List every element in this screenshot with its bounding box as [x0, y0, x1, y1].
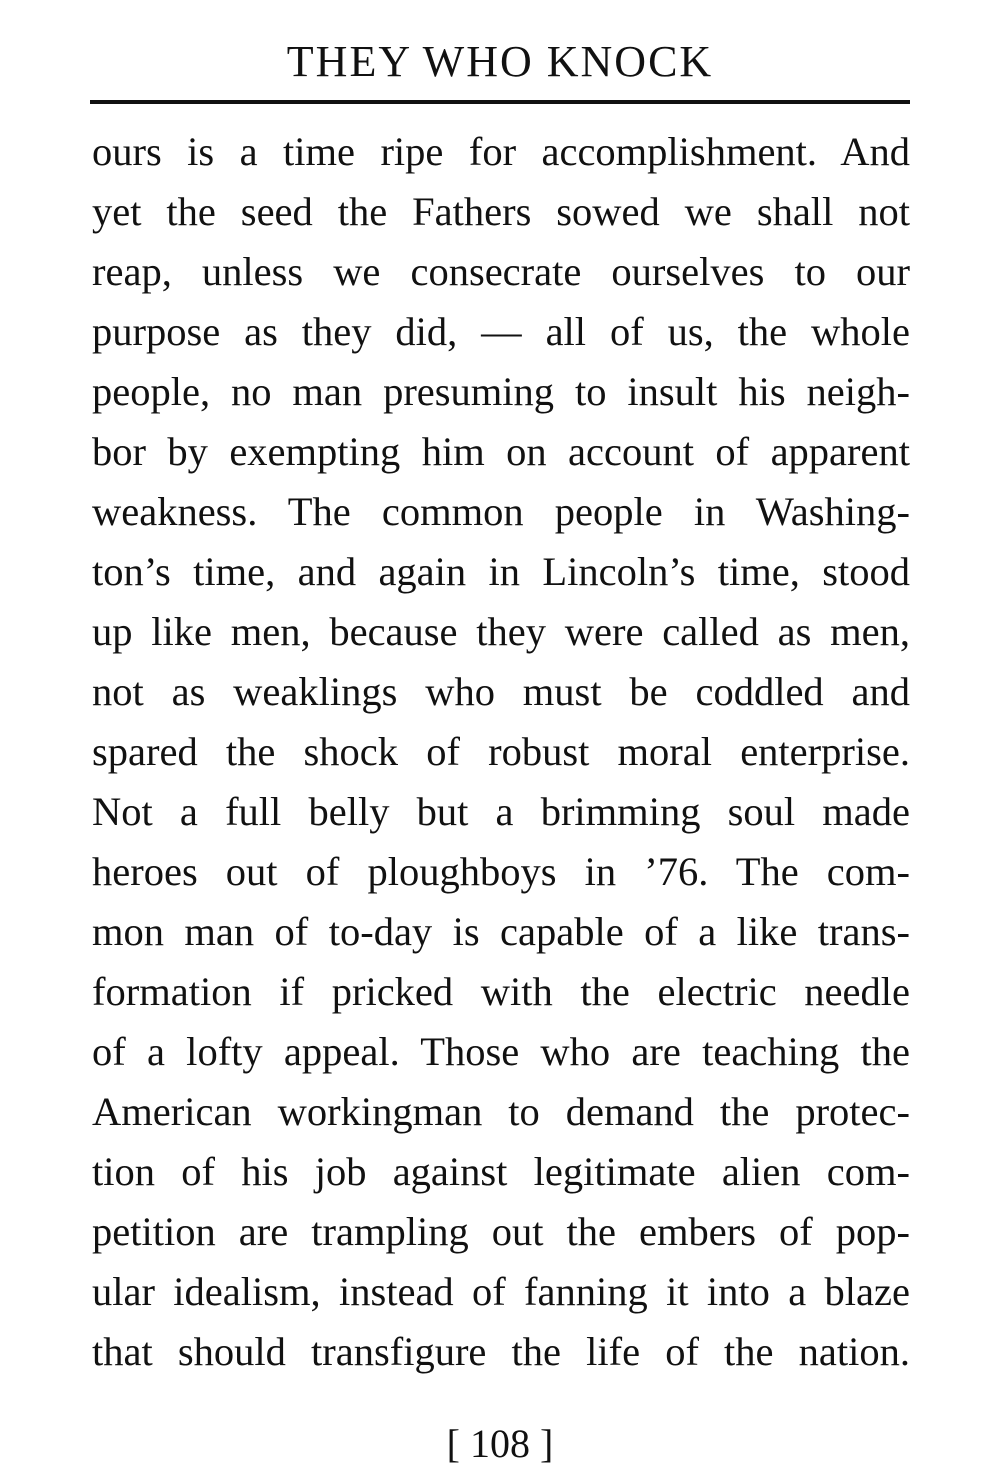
- header-rule: [90, 100, 910, 104]
- text-line: not as weaklings who must be coddled and: [92, 669, 910, 714]
- text-line: mon man of to-day is capable of a like trans-: [92, 909, 910, 954]
- text-line: that should transfigure the life of the nation.: [92, 1329, 910, 1374]
- running-title: THEY WHO KNOCK: [286, 37, 714, 86]
- text-line: formation if pricked with the electric needle: [92, 969, 910, 1014]
- text-line: ular idealism, instead of fanning it into a blaze: [92, 1269, 910, 1314]
- text-line: weakness. The common people in Washing-: [92, 489, 910, 534]
- text-line: people, no man presuming to insult his neigh-: [92, 369, 910, 414]
- text-line: reap, unless we consecrate ourselves to our: [92, 249, 910, 294]
- text-line: purpose as they did, — all of us, the whole: [92, 309, 910, 354]
- text-line: heroes out of ploughboys in ’76. The com-: [92, 849, 910, 894]
- text-line: spared the shock of robust moral enterprise.: [92, 729, 910, 774]
- text-line: petition are trampling out the embers of pop-: [92, 1209, 910, 1254]
- text-line: up like men, because they were called as men,: [92, 609, 910, 654]
- text-line: Not a full belly but a brimming soul made: [92, 789, 910, 834]
- text-line: ours is a time ripe for accomplishment. And: [92, 129, 910, 174]
- body-paragraph: [92, 122, 910, 1382]
- text-line: tion of his job against legitimate alien com-: [92, 1149, 910, 1194]
- text-line: yet the seed the Fathers sowed we shall not: [92, 189, 910, 234]
- text-line: American workingman to demand the protec-: [92, 1089, 910, 1134]
- page-number: [ 108 ]: [446, 1421, 554, 1466]
- text-line: ton’s time, and again in Lincoln’s time, stood: [92, 549, 910, 594]
- text-line: bor by exempting him on account of apparent: [92, 429, 910, 474]
- text-line: of a lofty appeal. Those who are teaching the: [92, 1029, 910, 1074]
